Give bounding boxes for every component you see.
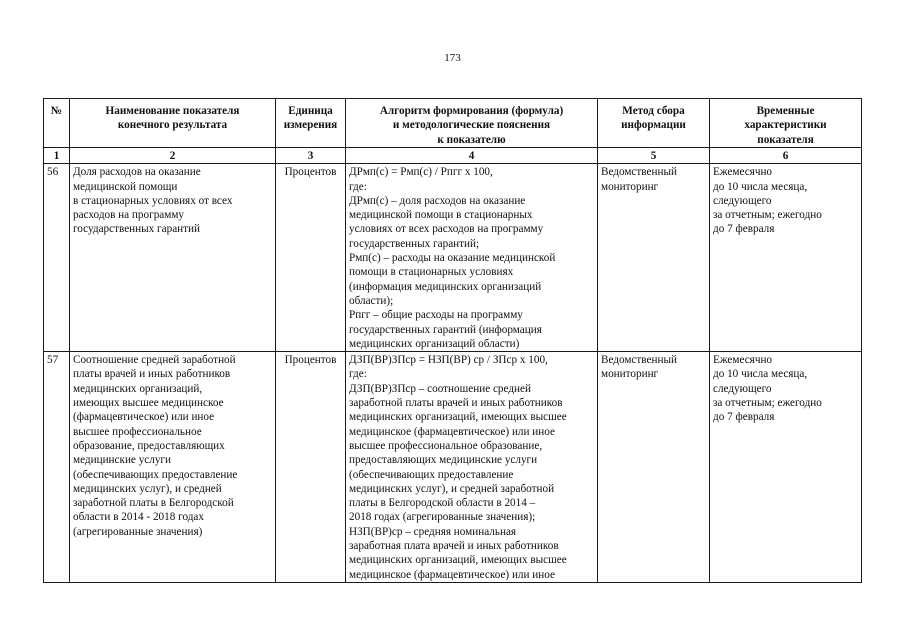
- header-method: [598, 99, 710, 148]
- cell-text-line: к показателю: [437, 133, 506, 146]
- cell-text-line: заработной платы врачей и иных работников: [349, 397, 563, 410]
- unit-cell: [276, 164, 346, 352]
- cell-text-line: Метод сбора: [622, 105, 685, 117]
- row-number: 56: [44, 164, 70, 352]
- cell-text-line: ДЗП(ВР)ЗПср = НЗП(ВР) ср / ЗПср х 100,: [349, 354, 548, 367]
- cell-text-line: медицинских услуг), и средней заработной: [349, 482, 555, 495]
- cell-text-line: медицинское (фармацевтическое) или иное: [349, 568, 555, 581]
- cell-text-line: Процентов: [284, 354, 337, 367]
- cell-text-line: медицинских организаций области): [349, 337, 520, 350]
- indicators-table: [43, 98, 862, 583]
- cell-text-line: где:: [349, 368, 367, 381]
- cell-text-line: характеристики: [744, 119, 827, 132]
- table-row: [44, 164, 862, 352]
- header-indicator-name: [70, 99, 276, 148]
- cell-text-line: ДРмп(с) – доля расходов на оказание: [349, 194, 526, 207]
- cell-text-line: медицинских организаций,: [73, 382, 203, 395]
- cell-text-line: ДРмп(с) = Рмп(с) / Рпгг х 100,: [349, 166, 493, 179]
- header-timing: [710, 99, 862, 148]
- cell-text-line: Рмп(с) – расходы на оказание медицинской: [349, 252, 556, 265]
- column-number: 3: [276, 148, 346, 164]
- cell-text-line: измерения: [283, 119, 338, 132]
- cell-text-line: мониторинг: [601, 368, 659, 381]
- cell-text-line: (фармацевтическое) или иное: [73, 411, 215, 424]
- cell-text-line: (обеспечивающих предоставление: [73, 468, 238, 481]
- cell-text-line: медицинское (фармацевтическое) или иное: [349, 425, 555, 438]
- cell-text-line: Соотношение средней заработной: [73, 354, 236, 367]
- cell-text-line: мониторинг: [601, 180, 659, 193]
- cell-text-line: Рпгг – общие расходы на программу: [349, 309, 523, 322]
- cell-text-line: медицинской помощи в стационарных: [349, 209, 533, 222]
- table-header-row: [44, 99, 862, 148]
- cell-text-line: следующего: [713, 194, 772, 207]
- cell-text-line: медицинских организаций, имеющих высшее: [349, 411, 567, 424]
- timing-cell: [710, 164, 862, 352]
- cell-text-line: Временные: [756, 105, 815, 117]
- cell-text-line: образование, предоставляющих: [73, 439, 225, 452]
- cell-text-line: до 10 числа месяца,: [713, 368, 808, 381]
- cell-text-line: до 10 числа месяца,: [713, 180, 808, 193]
- column-number-row: [44, 148, 862, 164]
- table-row: [44, 352, 862, 583]
- cell-text-line: Алгоритм формирования (формула): [379, 105, 564, 117]
- cell-text-line: государственных гарантий;: [349, 237, 480, 250]
- method-cell: [598, 352, 710, 583]
- cell-text-line: медицинской помощи: [73, 180, 178, 193]
- cell-text-line: Наименование показателя: [105, 105, 240, 117]
- algorithm-cell: [346, 352, 598, 583]
- cell-text-line: Ведомственный: [601, 166, 677, 179]
- cell-text-line: (информация медицинских организаций: [349, 280, 542, 293]
- cell-text-line: ДЗП(ВР)ЗПср – соотношение средней: [349, 382, 531, 395]
- cell-text-line: медицинских организаций, имеющих высшее: [349, 554, 567, 567]
- cell-text-line: за отчетным; ежегодно: [713, 209, 822, 222]
- column-number: 4: [346, 148, 598, 164]
- cell-text-line: (агрегированные значения): [73, 525, 203, 538]
- cell-text-line: помощи в стационарных условиях: [349, 266, 514, 279]
- row-number: 57: [44, 352, 70, 583]
- column-number: 1: [44, 148, 70, 164]
- cell-text-line: Процентов: [284, 166, 337, 179]
- cell-text-line: НЗП(ВР)ср – средняя номинальная: [349, 525, 517, 538]
- cell-text-line: Ежемесячно: [713, 354, 773, 367]
- indicator-name-cell: [70, 352, 276, 583]
- header-unit: [276, 99, 346, 148]
- cell-text-line: Ведомственный: [601, 354, 677, 367]
- cell-text-line: показателя: [757, 133, 814, 146]
- cell-text-line: имеющих высшее медицинское: [73, 397, 224, 410]
- cell-text-line: 2018 годах (агрегированные значения);: [349, 511, 536, 524]
- timing-cell: [710, 352, 862, 583]
- unit-cell: [276, 352, 346, 583]
- cell-text-line: Единица: [288, 105, 333, 117]
- cell-text-line: заработная плата врачей и иных работников: [349, 540, 559, 553]
- cell-text-line: государственных гарантий (информация: [349, 323, 542, 336]
- cell-text-line: высшее профессиональное образование,: [349, 439, 543, 452]
- column-number: 5: [598, 148, 710, 164]
- cell-text-line: за отчетным; ежегодно: [713, 397, 822, 410]
- cell-text-line: до 7 февраля: [713, 223, 775, 236]
- column-number: 2: [70, 148, 276, 164]
- cell-text-line: до 7 февраля: [713, 411, 775, 424]
- cell-text-line: предоставляющих медицинские услуги: [349, 454, 538, 467]
- cell-text-line: информации: [621, 119, 686, 132]
- header-number: [44, 99, 70, 148]
- cell-text-line: (обеспечивающих предоставление: [349, 468, 514, 481]
- cell-text-line: медицинских услуг), и средней: [73, 482, 222, 495]
- cell-text-line: медицинские услуги: [73, 454, 171, 467]
- method-cell: [598, 164, 710, 352]
- cell-text-line: платы врачей и иных работников: [73, 368, 231, 381]
- cell-text-line: области);: [349, 294, 394, 307]
- cell-text-line: высшее профессиональное: [73, 425, 202, 438]
- cell-text-line: где:: [349, 180, 367, 193]
- cell-text-line: заработной платы в Белгородской: [73, 497, 234, 510]
- page-number: 173: [444, 52, 461, 64]
- cell-text-line: в стационарных условиях от всех: [73, 194, 233, 207]
- cell-text-line: Доля расходов на оказание: [73, 166, 201, 179]
- algorithm-cell: [346, 164, 598, 352]
- header-algorithm: [346, 99, 598, 148]
- cell-text-line: и методологические пояснения: [392, 119, 551, 132]
- indicator-name-cell: [70, 164, 276, 352]
- cell-text-line: Ежемесячно: [713, 166, 773, 179]
- column-number: 6: [710, 148, 862, 164]
- cell-text-line: конечного результата: [117, 119, 228, 132]
- cell-text-line: следующего: [713, 382, 772, 395]
- cell-text-line: условиях от всех расходов на программу: [349, 223, 544, 236]
- cell-text-line: области в 2014 - 2018 годах: [73, 511, 204, 524]
- cell-text-line: платы в Белгородской области в 2014 –: [349, 497, 536, 510]
- cell-text-line: №: [50, 105, 63, 117]
- cell-text-line: государственных гарантий: [73, 223, 201, 236]
- cell-text-line: расходов на программу: [73, 209, 185, 222]
